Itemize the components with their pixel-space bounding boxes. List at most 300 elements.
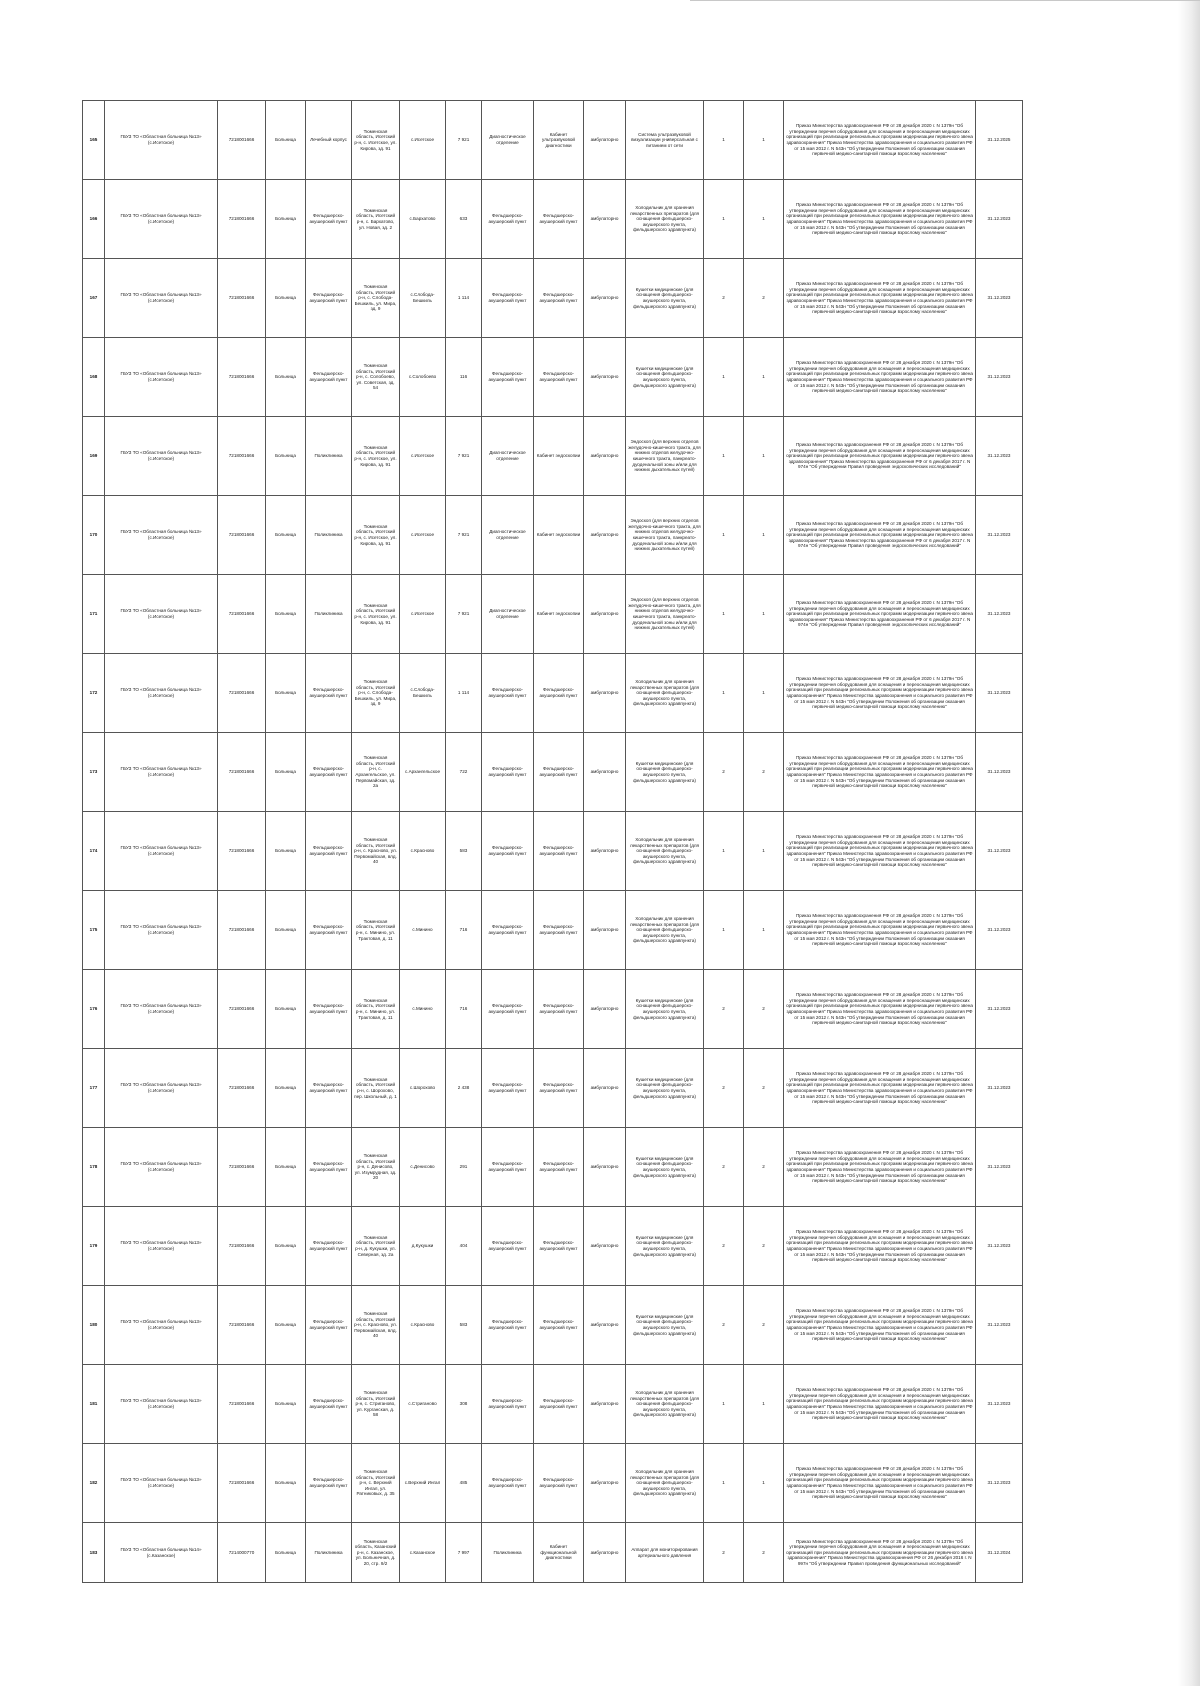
table-row	[83, 259, 1023, 338]
structural-unit: Фельдшерско-акушерский пункт	[306, 1365, 352, 1444]
legal-basis: Приказ Министерства здравоохранения РФ от 28 декабря 2020 г. N 1379н "Об утверждении перечня оборудования для оснащения и переоснащения медицинских организаций при реализации региональных программ модернизации первичного звена здравоохранения" Приказ Министерства здравоохранения РФ от 26 декабря 2016 г. N 997н "Об утверждении Правил проведения функциональных исследований"	[784, 1523, 976, 1583]
equipment-name: Холодильник для хранения лекарственных препаратов (для оснащения фельдшерско-акушерского пункта, фельдшерского здравпункта)	[626, 891, 704, 970]
department-name: Фельдшерско-акушерский пункт	[482, 338, 534, 417]
facility-address: Тюменская область, Исетский р-н, с. Исетское, ул. Кирова, зд. 91	[352, 496, 400, 575]
facility-type: Больница	[266, 654, 306, 733]
population-count: 633	[446, 180, 482, 259]
required-quantity: 2	[704, 1286, 744, 1365]
care-form: амбулаторно	[584, 101, 626, 180]
facility-address: Тюменская область, Исетский р-н, с. Солобоево, ул. Советская, зд. 54	[352, 338, 400, 417]
department-name: Диагностическое отделение	[482, 417, 534, 496]
structural-unit: Фельдшерско-акушерский пункт	[306, 970, 352, 1049]
room-name: Фельдшерско-акушерский пункт	[534, 1365, 584, 1444]
planned-quantity: 2	[744, 733, 784, 812]
row-number: 172	[83, 654, 105, 733]
settlement-name: с.Слобода-Бешкиль	[400, 259, 446, 338]
row-number: 178	[83, 1128, 105, 1207]
structural-unit: Фельдшерско-акушерский пункт	[306, 812, 352, 891]
inn-code: 7214000770	[218, 1523, 266, 1583]
legal-basis: Приказ Министерства здравоохранения РФ от 28 декабря 2020 г. N 1379н "Об утверждении перечня оборудования для оснащения и переоснащения медицинских организаций при реализации региональных программ модернизации первичного звена здравоохранения" Приказ Министерства здравоохранения и социального развития РФ от 15 мая 2012 г. N 543н "Об утверждении Положения об организации оказания первичной медико-санитарной помощи взрослому населению"	[784, 1365, 976, 1444]
table-row	[83, 1523, 1023, 1583]
deadline-date: 31.12.2023	[976, 891, 1023, 970]
population-count: 404	[446, 1207, 482, 1286]
required-quantity: 1	[704, 654, 744, 733]
deadline-date: 31.12.2023	[976, 180, 1023, 259]
structural-unit: Фельдшерско-акушерский пункт	[306, 1128, 352, 1207]
organization-name: ГБУЗ ТО «Областная больница №13» (с.Исетское)	[105, 180, 218, 259]
room-name: Фельдшерско-акушерский пункт	[534, 1444, 584, 1523]
deadline-date: 31.12.2023	[976, 575, 1023, 654]
department-name: Фельдшерско-акушерский пункт	[482, 1365, 534, 1444]
deadline-date: 31.12.2023	[976, 496, 1023, 575]
structural-unit: Фельдшерско-акушерский пункт	[306, 733, 352, 812]
care-form: амбулаторно	[584, 575, 626, 654]
organization-name: ГБУЗ ТО «Областная больница №14» (с.Казанское)	[105, 1523, 218, 1583]
inn-code: 7218001666	[218, 1365, 266, 1444]
facility-type: Больница	[266, 101, 306, 180]
inn-code: 7218001666	[218, 101, 266, 180]
structural-unit: Фельдшерско-акушерский пункт	[306, 654, 352, 733]
care-form: амбулаторно	[584, 1444, 626, 1523]
facility-type: Больница	[266, 1286, 306, 1365]
facility-type: Больница	[266, 575, 306, 654]
legal-basis: Приказ Министерства здравоохранения РФ от 28 декабря 2020 г. N 1379н "Об утверждении перечня оборудования для оснащения и переоснащения медицинских организаций при реализации региональных программ модернизации первичного звена здравоохранения" Приказ Министерства здравоохранения РФ от 6 декабря 2017 г. N 974н "Об утверждении Правил проведения эндоскопических исследований"	[784, 496, 976, 575]
organization-name: ГБУЗ ТО «Областная больница №13» (с.Исетское)	[105, 496, 218, 575]
organization-name: ГБУЗ ТО «Областная больница №13» (с.Исетское)	[105, 1444, 218, 1523]
document-sheet	[82, 100, 1022, 1583]
planned-quantity: 1	[744, 180, 784, 259]
settlement-name: с.Архангельское	[400, 733, 446, 812]
room-name: Фельдшерско-акушерский пункт	[534, 891, 584, 970]
settlement-name: с.Красново	[400, 1286, 446, 1365]
facility-type: Больница	[266, 417, 306, 496]
table-row	[83, 180, 1023, 259]
care-form: амбулаторно	[584, 1128, 626, 1207]
deadline-date: 31.12.2023	[976, 259, 1023, 338]
settlement-name: с.Бархатово	[400, 180, 446, 259]
equipment-name: Холодильник для хранения лекарственных препаратов (для оснащения фельдшерско-акушерского пункта, фельдшерского здравпункта)	[626, 812, 704, 891]
equipment-name: Холодильник для хранения лекарственных препаратов (для оснащения фельдшерско-акушерского пункта, фельдшерского здравпункта)	[626, 1365, 704, 1444]
planned-quantity: 1	[744, 417, 784, 496]
equipment-name: Кушетки медицинские (для оснащения фельдшерско-акушерского пункта, фельдшерского здравпункта)	[626, 733, 704, 812]
required-quantity: 2	[704, 970, 744, 1049]
required-quantity: 1	[704, 1365, 744, 1444]
planned-quantity: 1	[744, 575, 784, 654]
row-number: 171	[83, 575, 105, 654]
legal-basis: Приказ Министерства здравоохранения РФ от 28 декабря 2020 г. N 1379н "Об утверждении перечня оборудования для оснащения и переоснащения медицинских организаций при реализации региональных программ модернизации первичного звена здравоохранения" Приказ Министерства здравоохранения и социального развития РФ от 15 мая 2012 г. N 543н "Об утверждении Положения об организации оказания первичной медико-санитарной помощи взрослому населению"	[784, 733, 976, 812]
table-row	[83, 891, 1023, 970]
organization-name: ГБУЗ ТО «Областная больница №13» (с.Исетское)	[105, 575, 218, 654]
facility-address: Тюменская область, Исетский р-н, с. Стриганово, ул. Курганская, д. 58	[352, 1365, 400, 1444]
equipment-name: Холодильник для хранения лекарственных препаратов (для оснащения фельдшерско-акушерского пункта, фельдшерского здравпункта)	[626, 180, 704, 259]
equipment-name: Кушетки медицинские (для оснащения фельдшерско-акушерского пункта, фельдшерского здравпункта)	[626, 1286, 704, 1365]
inn-code: 7218001666	[218, 1286, 266, 1365]
care-form: амбулаторно	[584, 338, 626, 417]
structural-unit: Лечебный корпус	[306, 101, 352, 180]
legal-basis: Приказ Министерства здравоохранения РФ от 28 декабря 2020 г. N 1379н "Об утверждении перечня оборудования для оснащения и переоснащения медицинских организаций при реализации региональных программ модернизации первичного звена здравоохранения" Приказ Министерства здравоохранения и социального развития РФ от 15 мая 2012 г. N 543н "Об утверждении Положения об организации оказания первичной медико-санитарной помощи взрослому населению"	[784, 1444, 976, 1523]
settlement-name: с.Исетское	[400, 575, 446, 654]
population-count: 1 114	[446, 259, 482, 338]
facility-type: Больница	[266, 496, 306, 575]
facility-type: Больница	[266, 733, 306, 812]
row-number: 183	[83, 1523, 105, 1583]
population-count: 583	[446, 1286, 482, 1365]
department-name: Диагностическое отделение	[482, 496, 534, 575]
population-count: 2 438	[446, 1049, 482, 1128]
inn-code: 7218001666	[218, 733, 266, 812]
department-name: Диагностическое отделение	[482, 101, 534, 180]
room-name: Кабинет функциональной диагностики	[534, 1523, 584, 1583]
deadline-date: 31.12.2025	[976, 101, 1023, 180]
settlement-name: с.Шорохово	[400, 1049, 446, 1128]
equipment-name: Эндоскоп (для верхних отделов желудочно-кишечного тракта, для нижних отделов желудочно-кишечного тракта, панкреато-дуоденальной зоны и/или для нижних дыхательных путей)	[626, 417, 704, 496]
structural-unit: Поликлиника	[306, 575, 352, 654]
equipment-name: Кушетки медицинские (для оснащения фельдшерско-акушерского пункта, фельдшерского здравпункта)	[626, 1207, 704, 1286]
legal-basis: Приказ Министерства здравоохранения РФ от 28 декабря 2020 г. N 1379н "Об утверждении перечня оборудования для оснащения и переоснащения медицинских организаций при реализации региональных программ модернизации первичного звена здравоохранения" Приказ Министерства здравоохранения и социального развития РФ от 15 мая 2012 г. N 543н "Об утверждении Положения об организации оказания первичной медико-санитарной помощи взрослому населению"	[784, 101, 976, 180]
care-form: амбулаторно	[584, 496, 626, 575]
department-name: Фельдшерско-акушерский пункт	[482, 1128, 534, 1207]
planned-quantity: 2	[744, 1128, 784, 1207]
department-name: Фельдшерско-акушерский пункт	[482, 180, 534, 259]
required-quantity: 2	[704, 259, 744, 338]
organization-name: ГБУЗ ТО «Областная больница №13» (с.Исетское)	[105, 101, 218, 180]
row-number: 175	[83, 891, 105, 970]
room-name: Фельдшерско-акушерский пункт	[534, 654, 584, 733]
facility-type: Больница	[266, 259, 306, 338]
inn-code: 7218001666	[218, 1207, 266, 1286]
facility-address: Тюменская область, Исетский р-н, с. Красново, ул. Первомайская, влд. 40	[352, 812, 400, 891]
settlement-name: с.Верхний Ингал	[400, 1444, 446, 1523]
required-quantity: 1	[704, 1444, 744, 1523]
legal-basis: Приказ Министерства здравоохранения РФ от 28 декабря 2020 г. N 1379н "Об утверждении перечня оборудования для оснащения и переоснащения медицинских организаций при реализации региональных программ модернизации первичного звена здравоохранения" Приказ Министерства здравоохранения и социального развития РФ от 15 мая 2012 г. N 543н "Об утверждении Положения об организации оказания первичной медико-санитарной помощи взрослому населению"	[784, 1128, 976, 1207]
room-name: Фельдшерско-акушерский пункт	[534, 733, 584, 812]
facility-address: Тюменская область, Исетский р-н, с. Исетское, ул. Кирова, зд. 91	[352, 417, 400, 496]
legal-basis: Приказ Министерства здравоохранения РФ от 28 декабря 2020 г. N 1379н "Об утверждении перечня оборудования для оснащения и переоснащения медицинских организаций при реализации региональных программ модернизации первичного звена здравоохранения" Приказ Министерства здравоохранения и социального развития РФ от 15 мая 2012 г. N 543н "Об утверждении Положения об организации оказания первичной медико-санитарной помощи взрослому населению"	[784, 891, 976, 970]
facility-type: Больница	[266, 812, 306, 891]
row-number: 177	[83, 1049, 105, 1128]
settlement-name: с.Исетское	[400, 496, 446, 575]
table-row	[83, 338, 1023, 417]
deadline-date: 31.12.2023	[976, 1444, 1023, 1523]
facility-address: Тюменская область, Исетский р-н, с. Архангельское, ул. Первомайская, зд. 2а	[352, 733, 400, 812]
organization-name: ГБУЗ ТО «Областная больница №13» (с.Исетское)	[105, 417, 218, 496]
equipment-name: Эндоскоп (для верхних отделов желудочно-кишечного тракта, для нижних отделов желудочно-кишечного тракта, панкреато-дуоденальной зоны и/или для нижних дыхательных путей)	[626, 575, 704, 654]
inn-code: 7218001666	[218, 1128, 266, 1207]
settlement-name: с.Стриганово	[400, 1365, 446, 1444]
deadline-date: 31.12.2023	[976, 1049, 1023, 1128]
organization-name: ГБУЗ ТО «Областная больница №13» (с.Исетское)	[105, 338, 218, 417]
room-name: Фельдшерско-акушерский пункт	[534, 1286, 584, 1365]
legal-basis: Приказ Министерства здравоохранения РФ от 28 декабря 2020 г. N 1379н "Об утверждении перечня оборудования для оснащения и переоснащения медицинских организаций при реализации региональных программ модернизации первичного звена здравоохранения" Приказ Министерства здравоохранения РФ от 6 декабря 2017 г. N 974н "Об утверждении Правил проведения эндоскопических исследований"	[784, 417, 976, 496]
structural-unit: Фельдшерско-акушерский пункт	[306, 338, 352, 417]
room-name: Фельдшерско-акушерский пункт	[534, 338, 584, 417]
table-row	[83, 1365, 1023, 1444]
table-row	[83, 1444, 1023, 1523]
legal-basis: Приказ Министерства здравоохранения РФ от 28 декабря 2020 г. N 1379н "Об утверждении перечня оборудования для оснащения и переоснащения медицинских организаций при реализации региональных программ модернизации первичного звена здравоохранения" Приказ Министерства здравоохранения и социального развития РФ от 15 мая 2012 г. N 543н "Об утверждении Положения об организации оказания первичной медико-санитарной помощи взрослому населению"	[784, 654, 976, 733]
organization-name: ГБУЗ ТО «Областная больница №13» (с.Исетское)	[105, 654, 218, 733]
department-name: Фельдшерско-акушерский пункт	[482, 259, 534, 338]
care-form: амбулаторно	[584, 970, 626, 1049]
population-count: 291	[446, 1128, 482, 1207]
population-count: 308	[446, 1365, 482, 1444]
required-quantity: 1	[704, 891, 744, 970]
legal-basis: Приказ Министерства здравоохранения РФ от 28 декабря 2020 г. N 1379н "Об утверждении перечня оборудования для оснащения и переоснащения медицинских организаций при реализации региональных программ модернизации первичного звена здравоохранения" Приказ Министерства здравоохранения и социального развития РФ от 15 мая 2012 г. N 543н "Об утверждении Положения об организации оказания первичной медико-санитарной помощи взрослому населению"	[784, 1049, 976, 1128]
deadline-date: 31.12.2023	[976, 733, 1023, 812]
facility-address: Тюменская область, Казанский р-н, с. Казанское, ул. Больничная, д. 20, стр. 9/2	[352, 1523, 400, 1583]
population-count: 116	[446, 338, 482, 417]
facility-address: Тюменская область, Исетский р-н, с. Минино, ул. Трактовая, д. 11	[352, 891, 400, 970]
planned-quantity: 2	[744, 1286, 784, 1365]
care-form: амбулаторно	[584, 1049, 626, 1128]
population-count: 485	[446, 1444, 482, 1523]
planned-quantity: 2	[744, 970, 784, 1049]
population-count: 7 921	[446, 101, 482, 180]
facility-address: Тюменская область, Исетский р-н, с. Красново, ул. Первомайская, влд. 40	[352, 1286, 400, 1365]
settlement-name: с.Минино	[400, 970, 446, 1049]
care-form: амбулаторно	[584, 891, 626, 970]
organization-name: ГБУЗ ТО «Областная больница №13» (с.Исетское)	[105, 812, 218, 891]
facility-type: Больница	[266, 1207, 306, 1286]
structural-unit: Фельдшерско-акушерский пункт	[306, 1444, 352, 1523]
row-number: 168	[83, 338, 105, 417]
department-name: Фельдшерско-акушерский пункт	[482, 812, 534, 891]
structural-unit: Фельдшерско-акушерский пункт	[306, 259, 352, 338]
organization-name: ГБУЗ ТО «Областная больница №13» (с.Исетское)	[105, 891, 218, 970]
required-quantity: 2	[704, 733, 744, 812]
facility-address: Тюменская область, Исетский р-н, с. Верхний Ингал, ул. Ратниковых, д. 35	[352, 1444, 400, 1523]
facility-type: Больница	[266, 891, 306, 970]
settlement-name: с.Слобода-Бешкиль	[400, 654, 446, 733]
table-row	[83, 812, 1023, 891]
registry-body	[83, 101, 1023, 1583]
organization-name: ГБУЗ ТО «Областная больница №13» (с.Исетское)	[105, 1128, 218, 1207]
settlement-name: с.Минино	[400, 891, 446, 970]
room-name: Фельдшерско-акушерский пункт	[534, 970, 584, 1049]
settlement-name: с.Исетское	[400, 101, 446, 180]
planned-quantity: 2	[744, 1523, 784, 1583]
row-number: 176	[83, 970, 105, 1049]
equipment-name: Эндоскоп (для верхних отделов желудочно-кишечного тракта, для нижних отделов желудочно-кишечного тракта, панкреато-дуоденальной зоны и/или для нижних дыхательных путей)	[626, 496, 704, 575]
inn-code: 7218001666	[218, 575, 266, 654]
deadline-date: 31.12.2024	[976, 1523, 1023, 1583]
planned-quantity: 2	[744, 1049, 784, 1128]
organization-name: ГБУЗ ТО «Областная больница №13» (с.Исетское)	[105, 1049, 218, 1128]
facility-address: Тюменская область, Исетский р-н, с. Бархатово, ул. Новая, зд. 2	[352, 180, 400, 259]
deadline-date: 31.12.2023	[976, 654, 1023, 733]
settlement-name: д.Кукушки	[400, 1207, 446, 1286]
equipment-name: Кушетки медицинские (для оснащения фельдшерско-акушерского пункта, фельдшерского здравпункта)	[626, 1128, 704, 1207]
table-row	[83, 733, 1023, 812]
facility-type: Больница	[266, 180, 306, 259]
planned-quantity: 1	[744, 101, 784, 180]
planned-quantity: 1	[744, 1365, 784, 1444]
scan-fold-line	[690, 0, 1200, 1]
room-name: Фельдшерско-акушерский пункт	[534, 180, 584, 259]
deadline-date: 31.12.2023	[976, 1365, 1023, 1444]
organization-name: ГБУЗ ТО «Областная больница №13» (с.Исетское)	[105, 259, 218, 338]
care-form: амбулаторно	[584, 180, 626, 259]
planned-quantity: 1	[744, 891, 784, 970]
row-number: 167	[83, 259, 105, 338]
care-form: амбулаторно	[584, 259, 626, 338]
care-form: амбулаторно	[584, 1286, 626, 1365]
planned-quantity: 1	[744, 1444, 784, 1523]
row-number: 181	[83, 1365, 105, 1444]
organization-name: ГБУЗ ТО «Областная больница №13» (с.Исетское)	[105, 1207, 218, 1286]
table-row	[83, 101, 1023, 180]
legal-basis: Приказ Министерства здравоохранения РФ от 28 декабря 2020 г. N 1379н "Об утверждении перечня оборудования для оснащения и переоснащения медицинских организаций при реализации региональных программ модернизации первичного звена здравоохранения" Приказ Министерства здравоохранения и социального развития РФ от 15 мая 2012 г. N 543н "Об утверждении Положения об организации оказания первичной медико-санитарной помощи взрослому населению"	[784, 812, 976, 891]
scan-edge	[1178, 0, 1200, 1686]
room-name: Фельдшерско-акушерский пункт	[534, 812, 584, 891]
facility-type: Больница	[266, 1523, 306, 1583]
population-count: 7 921	[446, 417, 482, 496]
department-name: Фельдшерско-акушерский пункт	[482, 1049, 534, 1128]
planned-quantity: 2	[744, 259, 784, 338]
required-quantity: 1	[704, 180, 744, 259]
planned-quantity: 1	[744, 812, 784, 891]
facility-address: Тюменская область, Исетский р-н, с. Слобода-Бешкиль, ул. Мира, зд. 9	[352, 259, 400, 338]
deadline-date: 31.12.2023	[976, 812, 1023, 891]
required-quantity: 1	[704, 101, 744, 180]
legal-basis: Приказ Министерства здравоохранения РФ от 28 декабря 2020 г. N 1379н "Об утверждении перечня оборудования для оснащения и переоснащения медицинских организаций при реализации региональных программ модернизации первичного звена здравоохранения" Приказ Министерства здравоохранения и социального развития РФ от 15 мая 2012 г. N 543н "Об утверждении Положения об организации оказания первичной медико-санитарной помощи взрослому населению"	[784, 1286, 976, 1365]
table-row	[83, 575, 1023, 654]
deadline-date: 31.12.2023	[976, 1128, 1023, 1207]
equipment-registry-table	[82, 100, 1023, 1583]
deadline-date: 31.12.2023	[976, 1286, 1023, 1365]
required-quantity: 1	[704, 575, 744, 654]
facility-address: Тюменская область, Исетский р-н, с. Минино, ул. Трактовая, д. 11	[352, 970, 400, 1049]
required-quantity: 2	[704, 1128, 744, 1207]
required-quantity: 2	[704, 1523, 744, 1583]
table-row	[83, 1049, 1023, 1128]
structural-unit: Поликлиника	[306, 1523, 352, 1583]
facility-type: Больница	[266, 970, 306, 1049]
settlement-name: с.Красново	[400, 812, 446, 891]
room-name: Фельдшерско-акушерский пункт	[534, 1128, 584, 1207]
facility-address: Тюменская область, Исетский р-н, д. Кукушки, ул. Северная, зд. 2а	[352, 1207, 400, 1286]
facility-type: Больница	[266, 1128, 306, 1207]
deadline-date: 31.12.2023	[976, 970, 1023, 1049]
inn-code: 7218001666	[218, 970, 266, 1049]
facility-type: Больница	[266, 1444, 306, 1523]
inn-code: 7218001666	[218, 180, 266, 259]
room-name: Кабинет эндоскопии	[534, 417, 584, 496]
facility-type: Больница	[266, 338, 306, 417]
care-form: амбулаторно	[584, 812, 626, 891]
planned-quantity: 2	[744, 1207, 784, 1286]
inn-code: 7218001666	[218, 338, 266, 417]
equipment-name: Кушетки медицинские (для оснащения фельдшерско-акушерского пункта, фельдшерского здравпункта)	[626, 259, 704, 338]
population-count: 716	[446, 891, 482, 970]
inn-code: 7218001666	[218, 812, 266, 891]
structural-unit: Поликлиника	[306, 417, 352, 496]
equipment-name: Аппарат для мониторирования артериального давления	[626, 1523, 704, 1583]
inn-code: 7218001666	[218, 496, 266, 575]
row-number: 174	[83, 812, 105, 891]
structural-unit: Фельдшерско-акушерский пункт	[306, 1286, 352, 1365]
department-name: Фельдшерско-акушерский пункт	[482, 1444, 534, 1523]
table-row	[83, 654, 1023, 733]
population-count: 722	[446, 733, 482, 812]
room-name: Кабинет ультразвуковой диагностики	[534, 101, 584, 180]
equipment-name: Кушетки медицинские (для оснащения фельдшерско-акушерского пункта, фельдшерского здравпункта)	[626, 1049, 704, 1128]
settlement-name: с.Солобоево	[400, 338, 446, 417]
row-number: 173	[83, 733, 105, 812]
table-row	[83, 417, 1023, 496]
facility-address: Тюменская область, Исетский р-н, с. Слобода-Бешкиль, ул. Мира, зд. 9	[352, 654, 400, 733]
population-count: 7 921	[446, 575, 482, 654]
room-name: Кабинет эндоскопии	[534, 575, 584, 654]
legal-basis: Приказ Министерства здравоохранения РФ от 28 декабря 2020 г. N 1379н "Об утверждении перечня оборудования для оснащения и переоснащения медицинских организаций при реализации региональных программ модернизации первичного звена здравоохранения" Приказ Министерства здравоохранения и социального развития РФ от 15 мая 2012 г. N 543н "Об утверждении Положения об организации оказания первичной медико-санитарной помощи взрослому населению"	[784, 970, 976, 1049]
facility-type: Больница	[266, 1049, 306, 1128]
organization-name: ГБУЗ ТО «Областная больница №13» (с.Исетское)	[105, 1286, 218, 1365]
population-count: 583	[446, 812, 482, 891]
department-name: Диагностическое отделение	[482, 575, 534, 654]
required-quantity: 2	[704, 1049, 744, 1128]
legal-basis: Приказ Министерства здравоохранения РФ от 28 декабря 2020 г. N 1379н "Об утверждении перечня оборудования для оснащения и переоснащения медицинских организаций при реализации региональных программ модернизации первичного звена здравоохранения" Приказ Министерства здравоохранения и социального развития РФ от 15 мая 2012 г. N 543н "Об утверждении Положения об организации оказания первичной медико-санитарной помощи взрослому населению"	[784, 1207, 976, 1286]
care-form: амбулаторно	[584, 654, 626, 733]
care-form: амбулаторно	[584, 417, 626, 496]
care-form: амбулаторно	[584, 733, 626, 812]
required-quantity: 1	[704, 812, 744, 891]
care-form: амбулаторно	[584, 1207, 626, 1286]
table-row	[83, 1207, 1023, 1286]
planned-quantity: 1	[744, 496, 784, 575]
required-quantity: 1	[704, 338, 744, 417]
organization-name: ГБУЗ ТО «Областная больница №13» (с.Исетское)	[105, 1365, 218, 1444]
room-name: Фельдшерско-акушерский пункт	[534, 259, 584, 338]
row-number: 182	[83, 1444, 105, 1523]
planned-quantity: 1	[744, 338, 784, 417]
row-number: 166	[83, 180, 105, 259]
row-number: 170	[83, 496, 105, 575]
population-count: 7 997	[446, 1523, 482, 1583]
room-name: Фельдшерско-акушерский пункт	[534, 1049, 584, 1128]
equipment-name: Холодильник для хранения лекарственных препаратов (для оснащения фельдшерско-акушерского пункта, фельдшерского здравпункта)	[626, 654, 704, 733]
row-number: 165	[83, 101, 105, 180]
department-name: Фельдшерско-акушерский пункт	[482, 1286, 534, 1365]
population-count: 1 114	[446, 654, 482, 733]
department-name: Фельдшерско-акушерский пункт	[482, 733, 534, 812]
facility-address: Тюменская область, Исетский р-н, с. Денисово, ул. Изумрудная, зд. 20	[352, 1128, 400, 1207]
structural-unit: Поликлиника	[306, 496, 352, 575]
population-count: 7 921	[446, 496, 482, 575]
structural-unit: Фельдшерско-акушерский пункт	[306, 1049, 352, 1128]
row-number: 169	[83, 417, 105, 496]
structural-unit: Фельдшерско-акушерский пункт	[306, 180, 352, 259]
department-name: Фельдшерско-акушерский пункт	[482, 970, 534, 1049]
department-name: Фельдшерско-акушерский пункт	[482, 891, 534, 970]
organization-name: ГБУЗ ТО «Областная больница №13» (с.Исетское)	[105, 733, 218, 812]
facility-address: Тюменская область, Исетский р-н, с. Исетское, ул. Кирова, зд. 91	[352, 101, 400, 180]
equipment-name: Кушетки медицинские (для оснащения фельдшерско-акушерского пункта, фельдшерского здравпункта)	[626, 338, 704, 417]
department-name: Фельдшерско-акушерский пункт	[482, 1207, 534, 1286]
planned-quantity: 1	[744, 654, 784, 733]
care-form: амбулаторно	[584, 1365, 626, 1444]
table-row	[83, 1286, 1023, 1365]
table-row	[83, 970, 1023, 1049]
facility-address: Тюменская область, Исетский р-н, с. Шорохово, пер. Школьный, д. 1	[352, 1049, 400, 1128]
settlement-name: с.Казанское	[400, 1523, 446, 1583]
required-quantity: 1	[704, 417, 744, 496]
equipment-name: Система ультразвуковой визуализации универсальная с питанием от сети	[626, 101, 704, 180]
room-name: Кабинет эндоскопии	[534, 496, 584, 575]
legal-basis: Приказ Министерства здравоохранения РФ от 28 декабря 2020 г. N 1379н "Об утверждении перечня оборудования для оснащения и переоснащения медицинских организаций при реализации региональных программ модернизации первичного звена здравоохранения" Приказ Министерства здравоохранения РФ от 6 декабря 2017 г. N 974н "Об утверждении Правил проведения эндоскопических исследований"	[784, 575, 976, 654]
inn-code: 7218001666	[218, 1444, 266, 1523]
department-name: Фельдшерско-акушерский пункт	[482, 654, 534, 733]
facility-address: Тюменская область, Исетский р-н, с. Исетское, ул. Кирова, зд. 91	[352, 575, 400, 654]
inn-code: 7218001666	[218, 654, 266, 733]
